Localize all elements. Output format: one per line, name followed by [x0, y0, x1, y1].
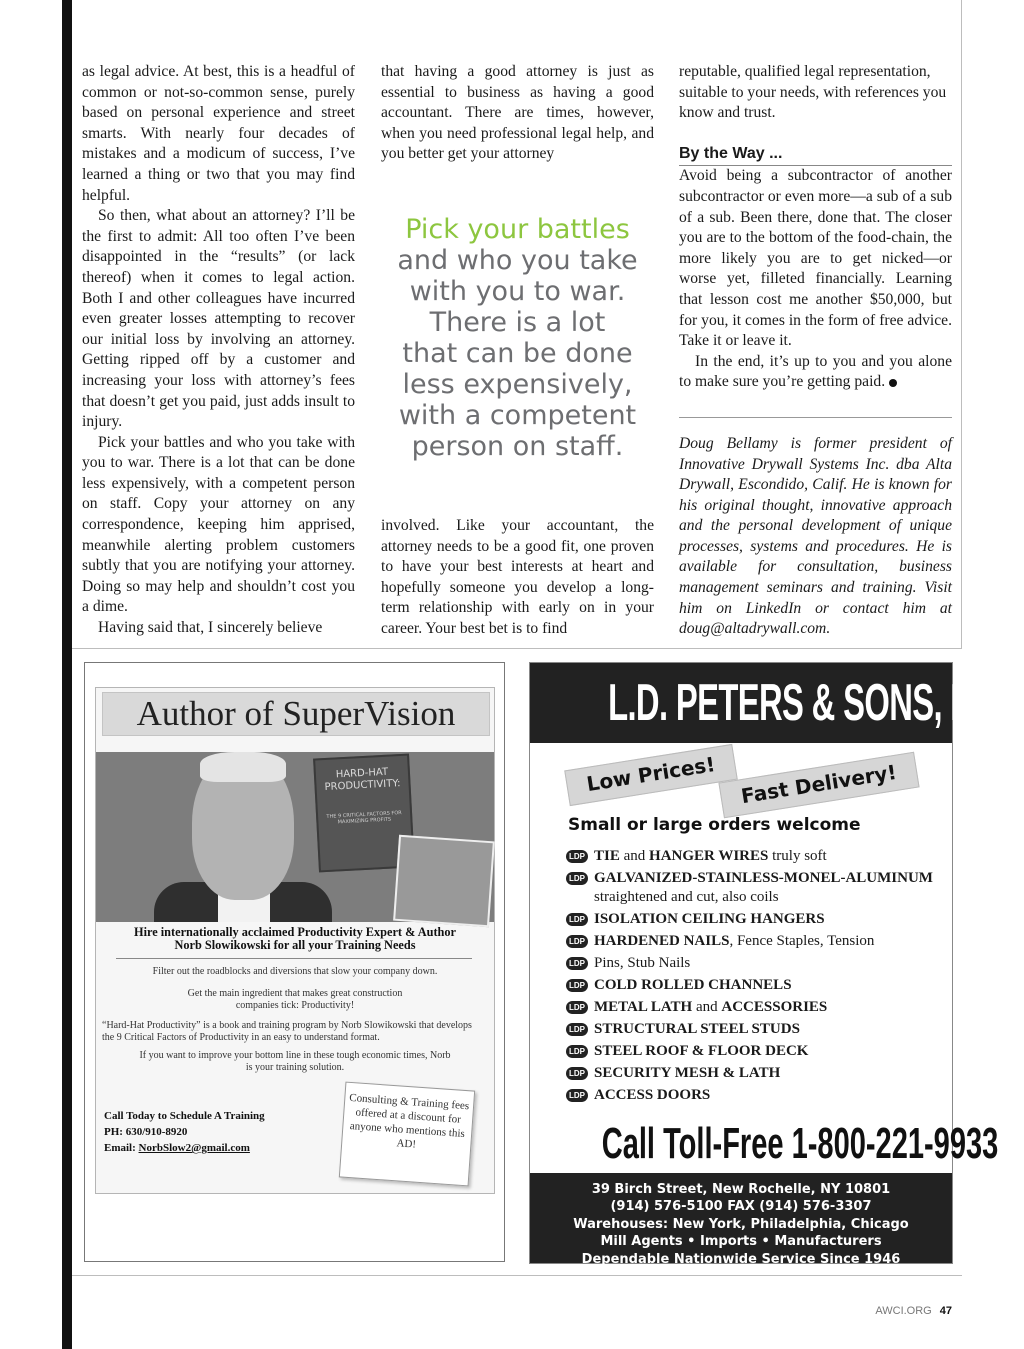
pull-quote-line: There is a lot	[429, 307, 606, 338]
company-name: L.D. PETERS & SONS, INC.	[608, 674, 1014, 732]
toll-free-number: Call Toll-Free 1-800-221-9933	[601, 1119, 999, 1168]
article-column-3	[679, 62, 952, 640]
paragraph: as legal advice. At best, this is a headful of common or not-so-common sense, purely based on personal experience and street smarts. With nearly four decades of mistakes and a modicum of success, I’ve learned a thing or two that you may find helpful.	[82, 63, 355, 204]
product-name: TIE	[594, 848, 620, 864]
product-list-item	[566, 1042, 936, 1061]
pull-quote-line: person on staff.	[411, 431, 624, 462]
ldp-logo-icon: LDP	[566, 1045, 588, 1058]
product-list-item	[566, 932, 936, 951]
product-detail: truly soft	[768, 848, 827, 864]
ad-text: Filter out the roadblocks and diversions that slow your company down.	[152, 966, 438, 977]
product-text	[594, 1042, 808, 1061]
ad-header-band	[530, 663, 1014, 743]
book-subtitle: THE 9 CRITICAL FACTORS FOR MAXIMIZING PROFITS	[326, 810, 402, 826]
slogan-fast-delivery: Fast Delivery!	[718, 752, 919, 819]
article-column-2-continued	[381, 516, 654, 640]
product-detail: and	[692, 999, 722, 1015]
pull-quote-lead: Pick your battles	[405, 214, 630, 245]
paragraph: that having a good attorney is just as essential to business as having a good accountant. There are times, however, when you need professional legal help, and you better get your attorney	[381, 63, 654, 163]
sidebar-heading: By the Way ...	[679, 144, 952, 167]
product-list-item	[566, 976, 936, 995]
paragraph: involved. Like your accountant, the attorney needs to be a good fit, one proven to have your best interests at heart and hopefully someone you develop a long-term relationship with early on in your career. Your best bet is to find	[381, 517, 654, 637]
ldp-logo-icon: LDP	[566, 1001, 588, 1014]
ad-contact	[104, 1108, 265, 1156]
article-column-1	[82, 62, 355, 639]
product-list-item	[566, 910, 936, 929]
ldp-logo-icon: LDP	[566, 935, 588, 948]
product-text	[594, 1086, 710, 1105]
product-name: ISOLATION CEILING HANGERS	[594, 911, 825, 927]
ad-footer-band	[530, 1173, 952, 1267]
ad-email-link[interactable]: NorbSlow2@gmail.com	[138, 1142, 250, 1154]
ad-section-top-rule	[72, 648, 962, 649]
portrait-hair	[200, 752, 286, 782]
product-name: HARDENED NAILS	[594, 933, 730, 949]
ldp-logo-icon: LDP	[566, 872, 588, 885]
paragraph: reputable, qualified legal representation, suitable to your needs, with references you know and trust.	[679, 63, 947, 122]
divider	[116, 958, 472, 959]
footer-line: (914) 576-5100 FAX (914) 576-3307	[610, 1199, 872, 1215]
product-name: ACCESS DOORS	[594, 1087, 711, 1103]
ldp-logo-icon: LDP	[566, 1067, 588, 1080]
ad-email-line	[104, 1140, 265, 1156]
product-name: ACCESSORIES	[721, 999, 828, 1015]
ldp-logo-icon: LDP	[566, 1023, 588, 1036]
ad-text: If you want to improve your bottom line in these tough economic times, Norb is your training solution.	[139, 1050, 451, 1073]
footer-line: Mill Agents • Imports • Manufacturers	[600, 1234, 882, 1250]
product-detail: Pins, Stub Nails	[594, 955, 691, 971]
product-text	[594, 976, 792, 995]
product-name: STRUCTURAL STEEL STUDS	[594, 1021, 800, 1037]
footer-line: Dependable Nationwide Service Since 1946	[581, 1251, 901, 1267]
author-bio: Doug Bellamy is former president of Innovative Drywall Systems Inc. dba Alta Drywall, Escondido, Calif. He is known for his original thought, innovative approach and the personal development of unique processes, systems and procedures. He is available for consultation, business management seminars and training. Visit him on LinkedIn or contact him at doug@altadrywall.com.	[679, 434, 952, 638]
discount-note: Consulting & Training fees offered at a discount for anyone who mentions this AD!	[339, 1082, 475, 1187]
ad-headline	[96, 926, 494, 952]
product-text	[594, 954, 690, 973]
ldp-logo-icon: LDP	[566, 850, 588, 863]
product-text	[594, 910, 825, 929]
product-detail: and	[619, 848, 650, 864]
ad-email-label: Email:	[104, 1142, 136, 1154]
ldpeters-ad	[529, 662, 1014, 1267]
closing-text: In the end, it’s up to you and you alone to make sure you’re getting paid.	[679, 352, 952, 391]
product-text	[594, 847, 827, 866]
ad-subheading: Small or large orders welcome	[568, 815, 861, 835]
slogan-low-prices: Low Prices!	[564, 744, 738, 806]
divider	[679, 417, 952, 418]
pull-quote-line: that can be done	[402, 338, 633, 369]
author-photo	[96, 752, 494, 922]
product-name: METAL LATH	[594, 999, 693, 1015]
product-name: STEEL ROOF & FLOOR DECK	[594, 1043, 809, 1059]
product-list	[566, 847, 936, 1108]
pull-quote-line: with you to war.	[409, 276, 626, 307]
product-text	[594, 1064, 780, 1083]
product-text	[594, 1020, 800, 1039]
spine-bar	[62, 0, 72, 1349]
ad-text: Get the main ingredient that makes great construction companies tick: Productivity!	[187, 988, 403, 1011]
product-detail: , Fence Staples, Tension	[729, 933, 875, 949]
ad-phone: PH: 630/910-8920	[104, 1126, 188, 1138]
product-name: COLD ROLLED CHANNELS	[594, 977, 792, 993]
product-list-item	[566, 869, 936, 907]
ad-title-bar	[102, 692, 490, 736]
product-text	[594, 932, 874, 951]
product-name: HANGER WIRES	[649, 848, 769, 864]
end-bullet-icon	[889, 379, 897, 387]
site-name: AWCI.ORG	[875, 1305, 932, 1317]
book-title: HARD-HAT PRODUCTIVITY:	[324, 766, 401, 794]
ad-call-line: Call Today to Schedule A Training	[104, 1110, 265, 1122]
product-list-item	[566, 1064, 936, 1083]
supervision-ad-panel	[95, 687, 495, 1194]
product-list-item	[566, 1086, 936, 1105]
paragraph: Pick your battles and who you take with you to war. There is a lot that can be done less expensively, with a competent person on staff. Copy your attorney on any correspondence, keeping him apprised, meanwhile alerting problem customers subtly that you are notifying your attorney. Doing so may help and shouldn’t cost you a dime.	[82, 433, 355, 616]
paragraph: Having said that, I sincerely believe	[98, 619, 323, 637]
product-list-item	[566, 998, 936, 1017]
footer-line: 39 Birch Street, New Rochelle, NY 10801	[591, 1182, 891, 1197]
ad-headline-line: Norb Slowikowski for all your Training Needs	[174, 938, 416, 952]
worksite-photo	[393, 835, 495, 927]
pull-quote-line: and who you take	[397, 245, 638, 276]
right-margin-rule	[961, 0, 962, 648]
supervision-ad	[84, 662, 505, 1262]
product-detail: straightened and cut, also coils	[594, 889, 779, 905]
paragraph	[679, 352, 952, 393]
paragraph: Avoid being a subcontractor of another subcontractor or even more—a sub of a sub of a sub. Been there, done that. The closer you are to the bottom of the food-chain, the more likely you are to get nicked—or worse yet, filleted financially. Learning that lesson cost me another $50,000, but for you, it comes in the form of free advice. Take it or leave it.	[679, 167, 952, 350]
ad-title: Author of SuperVision	[136, 694, 456, 733]
pull-quote	[381, 214, 654, 462]
page-gutter	[0, 0, 72, 1349]
pull-quote-line: with a competent	[398, 400, 637, 431]
product-list-item	[566, 954, 936, 973]
product-text	[594, 998, 827, 1017]
ldp-logo-icon: LDP	[566, 957, 588, 970]
ad-headline-line: Hire internationally acclaimed Productivity Expert & Author	[134, 925, 456, 939]
product-name: GALVANIZED-STAINLESS-MONEL-ALUMINUM	[594, 870, 933, 886]
page-folio	[875, 1305, 952, 1317]
page-number: 47	[939, 1305, 952, 1317]
ad-text: “Hard-Hat Productivity” is a book and training program by Norb Slowikowski that develops the 9 Critical Factors of Productivity in an easy to understand format.	[102, 1020, 472, 1043]
ldp-logo-icon: LDP	[566, 1089, 588, 1102]
product-list-item	[566, 1020, 936, 1039]
paragraph: So then, what about an attorney? I’ll be the first to admit: All too often I’ve been disappointed in the “results” (or lack thereof) when it comes to legal action. Both I and other colleagues have incurred even greater losses attempting to recover our initial loss by involving an attorney. Getting ripped off by a customer and increasing your loss with attorney’s fees that doesn’t get you paid, just adds insult to injury.	[82, 207, 355, 431]
product-name: SECURITY MESH & LATH	[594, 1065, 781, 1081]
ldp-logo-icon: LDP	[566, 913, 588, 926]
article-column-2	[381, 62, 654, 165]
ldp-logo-icon: LDP	[566, 979, 588, 992]
pull-quote-line: less expensively,	[402, 369, 633, 400]
product-list-item	[566, 847, 936, 866]
product-text	[594, 869, 936, 907]
ad-section-bottom-rule	[72, 1275, 962, 1276]
footer-line: Warehouses: New York, Philadelphia, Chicago	[573, 1216, 909, 1232]
